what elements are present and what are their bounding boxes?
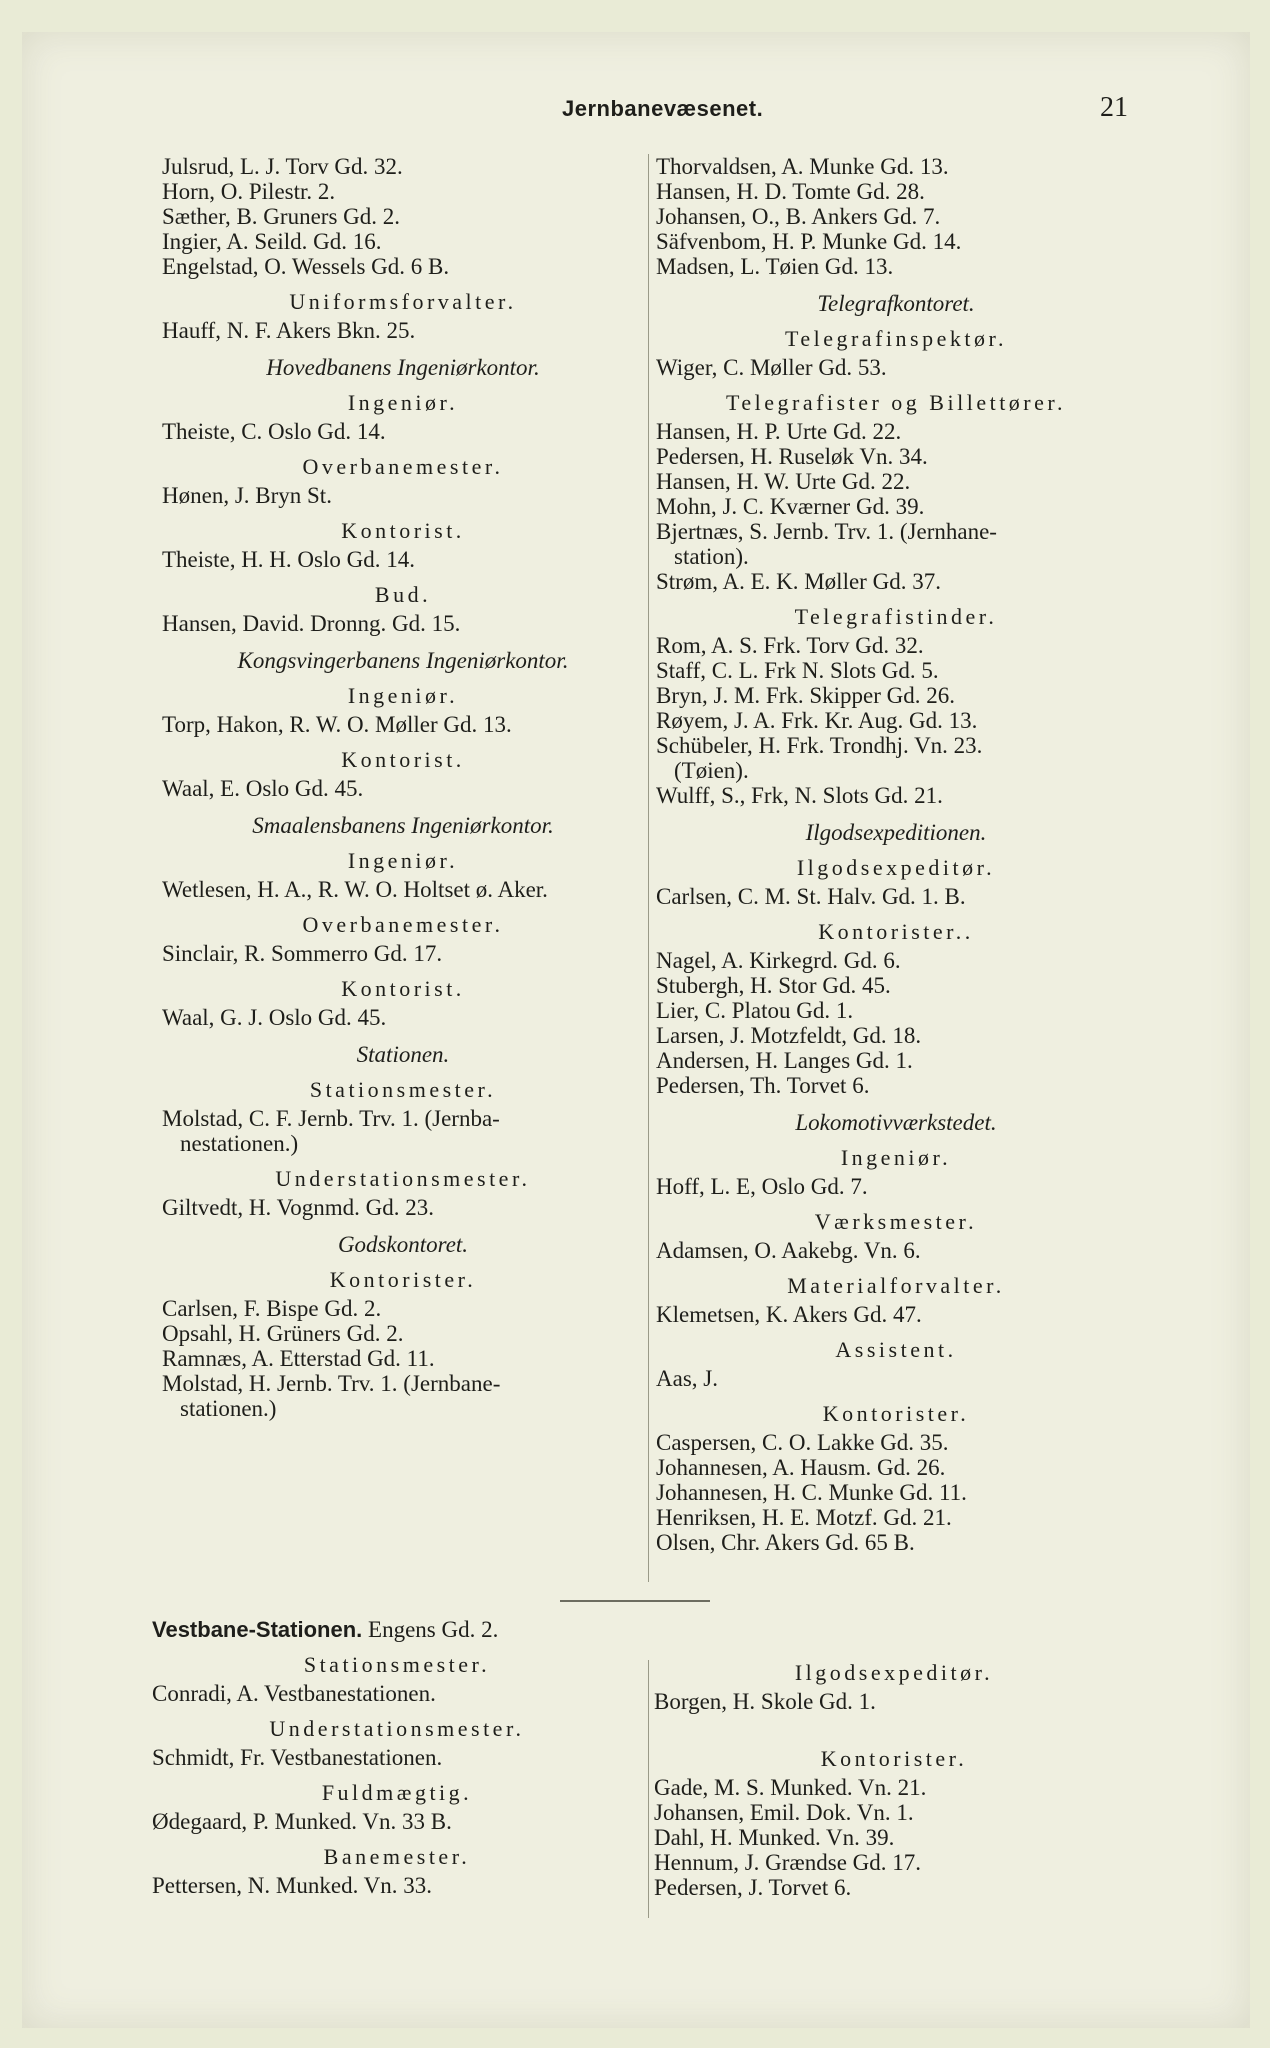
department-heading: Stationen. <box>356 1042 450 1067</box>
list-item: Bjertnæs, S. Jernb. Trv. 1. (Jernhane- <box>656 519 997 544</box>
list-item: Sinclair, R. Sommerro Gd. 17. <box>162 941 443 966</box>
section-title: Kontorister.. <box>818 919 974 944</box>
list-item: Opsahl, H. Grüners Gd. 2. <box>162 1321 404 1346</box>
list-item: Wulff, S., Frk, N. Slots Gd. 21. <box>656 783 943 808</box>
list-item: Ødegaard, P. Munked. Vn. 33 B. <box>152 1809 452 1834</box>
list-item: Säfvenbom, H. P. Munke Gd. 14. <box>656 229 962 254</box>
list-item: Carlsen, F. Bispe Gd. 2. <box>162 1296 382 1321</box>
section-title: Stationsmester. <box>303 1652 491 1677</box>
list-item: Klemetsen, K. Akers Gd. 47. <box>656 1302 922 1327</box>
section-title: Telegrafinspektør. <box>784 326 1008 351</box>
list-item: Ingier, A. Seild. Gd. 16. <box>162 229 382 254</box>
vestbane-title: Vestbane-Stationen. <box>152 1617 363 1642</box>
list-item: Johansen, Emil. Dok. Vn. 1. <box>654 1800 914 1825</box>
list-item: Strøm, A. E. K. Møller Gd. 37. <box>656 569 941 594</box>
section-title: Stationsmester. <box>309 1077 497 1102</box>
section-title: Ingeniør. <box>840 1145 952 1170</box>
column-divider <box>648 1660 649 1918</box>
list-item: Carlsen, C. M. St. Halv. Gd. 1. B. <box>656 884 966 909</box>
section-title: Overbanemester. <box>302 912 504 937</box>
list-item: Torp, Hakon, R. W. O. Møller Gd. 13. <box>162 712 512 737</box>
section-title: Kontorist. <box>341 976 465 1001</box>
page-title: Jernbanevæsenet. <box>562 96 764 121</box>
list-item: Wiger, C. Møller Gd. 53. <box>656 355 887 380</box>
list-item: Giltvedt, H. Vognmd. Gd. 23. <box>162 1195 434 1220</box>
list-item: Larsen, J. Motzfeldt, Gd. 18. <box>656 1023 922 1048</box>
list-item-continuation: nestationen.) <box>180 1131 299 1156</box>
list-item: Caspersen, C. O. Lakke Gd. 35. <box>656 1430 949 1455</box>
vestbane-right-column <box>654 1650 1134 1900</box>
list-item-continuation: stationen.) <box>180 1396 277 1421</box>
section-title: Ingeniør. <box>347 390 459 415</box>
section-title: Kontorister. <box>820 1746 968 1771</box>
list-item: Olsen, Chr. Akers Gd. 65 B. <box>656 1530 915 1555</box>
list-item: Johansen, O., B. Ankers Gd. 7. <box>656 204 941 229</box>
section-title: Kontorist. <box>341 518 465 543</box>
department-heading: Ilgodsexpeditionen. <box>805 820 987 845</box>
list-item: Dahl, H. Munked. Vn. 39. <box>654 1825 895 1850</box>
section-title: Telegrafister og Billettører. <box>725 390 1067 415</box>
section-rule <box>560 1600 710 1602</box>
list-item: Hønen, J. Bryn St. <box>162 483 332 508</box>
list-item: Lier, C. Platou Gd. 1. <box>656 998 854 1023</box>
list-item: Waal, G. J. Oslo Gd. 45. <box>162 1005 387 1030</box>
department-heading: Hovedbanens Ingeniørkontor. <box>266 355 540 380</box>
list-item: Molstad, C. F. Jernb. Trv. 1. (Jernba- <box>162 1106 500 1131</box>
list-item: Schmidt, Fr. Vestbanestationen. <box>152 1745 443 1770</box>
list-item: Hansen, H. P. Urte Gd. 22. <box>656 419 902 444</box>
right-column <box>656 154 1136 1555</box>
list-item: Hansen, David. Dronng. Gd. 15. <box>162 611 461 636</box>
list-item: Andersen, H. Langes Gd. 1. <box>656 1048 913 1073</box>
section-title: Ingeniør. <box>347 848 459 873</box>
list-item: Ramnæs, A. Etterstad Gd. 11. <box>162 1346 435 1371</box>
list-item: Bryn, J. M. Frk. Skipper Gd. 26. <box>656 683 956 708</box>
list-item: Røyem, J. A. Frk. Kr. Aug. Gd. 13. <box>656 708 978 733</box>
vestbane-header <box>152 1617 642 1642</box>
list-item: Waal, E. Oslo Gd. 45. <box>162 776 364 801</box>
list-item: Rom, A. S. Frk. Torv Gd. 32. <box>656 633 924 658</box>
list-item: Hoff, L. E, Oslo Gd. 7. <box>656 1174 868 1199</box>
list-item: Molstad, H. Jernb. Trv. 1. (Jernbane- <box>162 1371 501 1396</box>
section-title: Kontorist. <box>341 747 465 772</box>
list-item: Borgen, H. Skole Gd. 1. <box>654 1689 876 1714</box>
section-title: Bud. <box>374 582 432 607</box>
section-title: Fuldmægtig. <box>321 1780 473 1805</box>
section-title: Kontorister. <box>329 1267 477 1292</box>
list-item-continuation: (Tøien). <box>674 758 749 783</box>
vestbane-address: Engens Gd. 2. <box>368 1617 499 1642</box>
section-title: Ingeniør. <box>347 683 459 708</box>
list-item: Pettersen, N. Munked. Vn. 33. <box>152 1873 433 1898</box>
list-item: Gade, M. S. Munked. Vn. 21. <box>654 1775 927 1800</box>
department-heading: Telegrafkontoret. <box>817 291 975 316</box>
list-item: Thorvaldsen, A. Munke Gd. 13. <box>656 154 949 179</box>
list-item: Pedersen, Th. Torvet 6. <box>656 1073 870 1098</box>
list-item: Conradi, A. Vestbanestationen. <box>152 1681 436 1706</box>
section-title: Ilgodsexpeditør. <box>796 855 996 880</box>
list-item: Mohn, J. C. Kværner Gd. 39. <box>656 494 925 519</box>
section-title: Overbanemester. <box>302 454 504 479</box>
vestbane-left-column <box>152 1617 642 1898</box>
list-item-continuation: station). <box>674 544 749 569</box>
section-title: Telegrafistinder. <box>794 604 998 629</box>
department-heading: Kongsvingerbanens Ingeniørkontor. <box>237 648 569 673</box>
list-item: Nagel, A. Kirkegrd. Gd. 6. <box>656 948 901 973</box>
list-item: Madsen, L. Tøien Gd. 13. <box>656 254 894 279</box>
list-item: Adamsen, O. Aakebg. Vn. 6. <box>656 1238 921 1263</box>
section-title: Værksmester. <box>814 1209 978 1234</box>
section-title: Uniformsforvalter. <box>289 289 517 314</box>
list-item: Hauff, N. F. Akers Bkn. 25. <box>162 318 416 343</box>
list-item: Theiste, C. Oslo Gd. 14. <box>162 419 386 444</box>
list-item: Staff, C. L. Frk N. Slots Gd. 5. <box>656 658 939 683</box>
page-number: 21 <box>1100 92 1128 123</box>
list-item: Wetlesen, H. A., R. W. O. Holtset ø. Aker. <box>162 877 548 902</box>
section-title: Understationsmester. <box>269 1716 525 1741</box>
list-item: Horn, O. Pilestr. 2. <box>162 179 336 204</box>
list-item: Stubergh, H. Stor Gd. 45. <box>656 973 891 998</box>
list-item: Henriksen, H. E. Motzf. Gd. 21. <box>656 1505 952 1530</box>
section-title: Understationsmester. <box>275 1166 531 1191</box>
list-item: Theiste, H. H. Oslo Gd. 14. <box>162 547 415 572</box>
section-title: Materialforvalter. <box>787 1273 1005 1298</box>
column-divider <box>648 154 649 1582</box>
list-item: Johannesen, H. C. Munke Gd. 11. <box>656 1480 967 1505</box>
section-title: Ilgodsexpeditør. <box>794 1660 994 1685</box>
list-item: Hansen, H. D. Tomte Gd. 28. <box>656 179 925 204</box>
left-column <box>162 154 644 1421</box>
list-item: Pedersen, H. Ruseløk Vn. 34. <box>656 444 928 469</box>
section-title: Kontorister. <box>822 1401 970 1426</box>
section-title: Banemester. <box>323 1844 471 1869</box>
department-heading: Smaalensbanens Ingeniørkontor. <box>252 813 554 838</box>
section-title: Assistent. <box>835 1337 957 1362</box>
list-item: Aas, J. <box>656 1366 718 1391</box>
department-heading: Lokomotivværkstedet. <box>795 1110 997 1135</box>
list-item: Hennum, J. Grændse Gd. 17. <box>654 1850 922 1875</box>
department-heading: Godskontoret. <box>337 1232 469 1257</box>
list-item: Johannesen, A. Hausm. Gd. 26. <box>656 1455 946 1480</box>
list-item: Engelstad, O. Wessels Gd. 6 B. <box>162 254 450 279</box>
list-item: Schübeler, H. Frk. Trondhj. Vn. 23. <box>656 733 983 758</box>
list-item: Julsrud, L. J. Torv Gd. 32. <box>162 154 403 179</box>
spacer <box>654 1714 1134 1736</box>
list-item: Pedersen, J. Torvet 6. <box>654 1875 852 1900</box>
list-item: Sæther, B. Gruners Gd. 2. <box>162 204 401 229</box>
list-item: Hansen, H. W. Urte Gd. 22. <box>656 469 911 494</box>
